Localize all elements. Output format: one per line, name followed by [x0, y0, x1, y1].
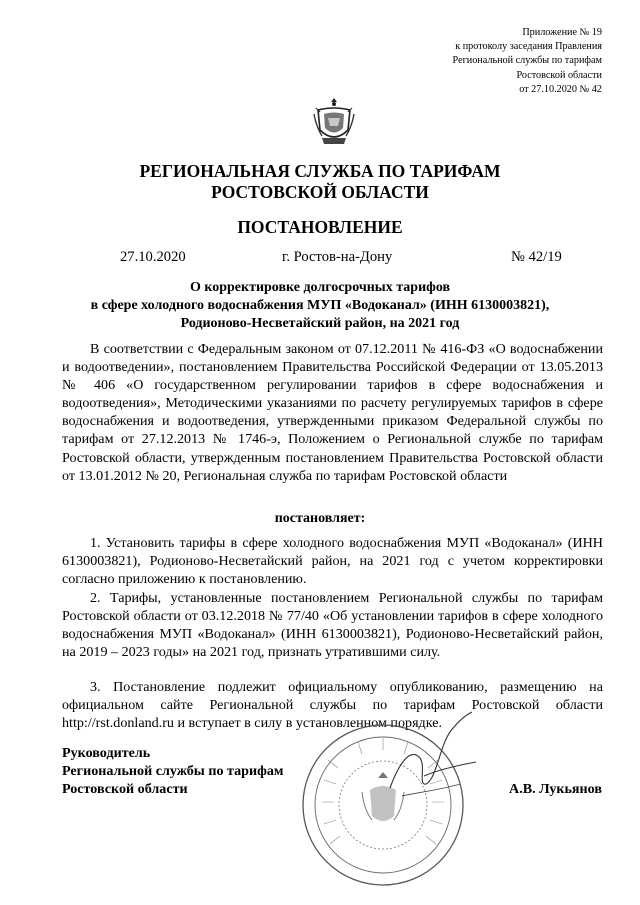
- appendix-line: Ростовской области: [516, 69, 602, 81]
- coat-of-arms-icon: [312, 96, 356, 148]
- signatory-title-line: Руководитель: [62, 745, 151, 761]
- document-number: № 42/19: [511, 249, 562, 265]
- document-date: 27.10.2020: [120, 249, 186, 265]
- organization-title: [0, 161, 640, 203]
- intro-paragraph: В соответствии с Федеральным законом от 07.12.2011 № 416-ФЗ «О водоснабжении и водоотведении», постановлением Правительства Российской Федерации от 13.05.2013 № 406 «О государственном регулировании тарифов в сфере водоснабжения и водоотведения», Методическими указаниями по расчету регулируемых тарифов в сфере водоснабжения и водоотведения, утвержденными приказом Федеральной службы по тарифам от 27.12.2013 № 1746-э, Положением о Региональной службе по тарифам Ростовской области, утвержденным постановлением Правительства Ростовской области от 13.01.2012 № 20, Региональная служба по тарифам Ростовской области: [62, 341, 603, 484]
- handwritten-signature: [380, 706, 490, 806]
- resolution-item-3: 3. Постановление подлежит официальному опубликованию, размещению на официальном сайте Региональной службы по тарифам Ростовской области http://rst.donland.ru и вступает в силу в установленном порядке.: [62, 679, 603, 732]
- appendix-line: Региональной службы по тарифам: [452, 55, 602, 67]
- org-title-line: РОСТОВСКОЙ ОБЛАСТИ: [211, 182, 429, 202]
- resolves-heading: постановляет:: [274, 511, 366, 526]
- appendix-note: [453, 26, 602, 97]
- signer-name: А.В. Лукьянов: [509, 781, 602, 797]
- appendix-line: Приложение № 19: [522, 27, 602, 38]
- appendix-line: к протоколу заседания Правления: [455, 41, 602, 53]
- subject-line: О корректировке долгосрочных тарифов: [189, 280, 451, 295]
- resolution-item-2: 2. Тарифы, установленные постановлением Региональной службы по тарифам Ростовской области от 03.12.2018 № 77/40 «Об установлении тарифов в сфере холодного водоснабжения МУП «Водоканал» (ИНН 6130003821), Родионово-Несветайский район, на 2019 – 2023 годы» на 2021 год, признать утратившими силу.: [62, 590, 603, 661]
- subject-line: Родионово-Несветайский район, на 2021 год: [180, 316, 460, 331]
- document-type: ПОСТАНОВЛЕНИЕ: [237, 217, 403, 237]
- org-title-line: РЕГИОНАЛЬНАЯ СЛУЖБА ПО ТАРИФАМ: [139, 161, 501, 181]
- signatory-title-line: Региональной службы по тарифам: [62, 763, 284, 780]
- appendix-line: от 27.10.2020 № 42: [519, 83, 602, 95]
- signatory-title: [62, 744, 284, 799]
- document-subject: [0, 279, 640, 333]
- signatory-title-line: Ростовской области: [62, 781, 188, 798]
- subject-line: в сфере холодного водоснабжения МУП «Водоканал» (ИНН 6130003821),: [90, 298, 550, 313]
- document-city: г. Ростов-на-Дону: [282, 249, 393, 265]
- resolution-item-1: 1. Установить тарифы в сфере холодного водоснабжения МУП «Водоканал» (ИНН 6130003821), Родионово-Несветайский район, на 2021 год с учетом корректировки согласно приложению к постановлению.: [62, 535, 603, 588]
